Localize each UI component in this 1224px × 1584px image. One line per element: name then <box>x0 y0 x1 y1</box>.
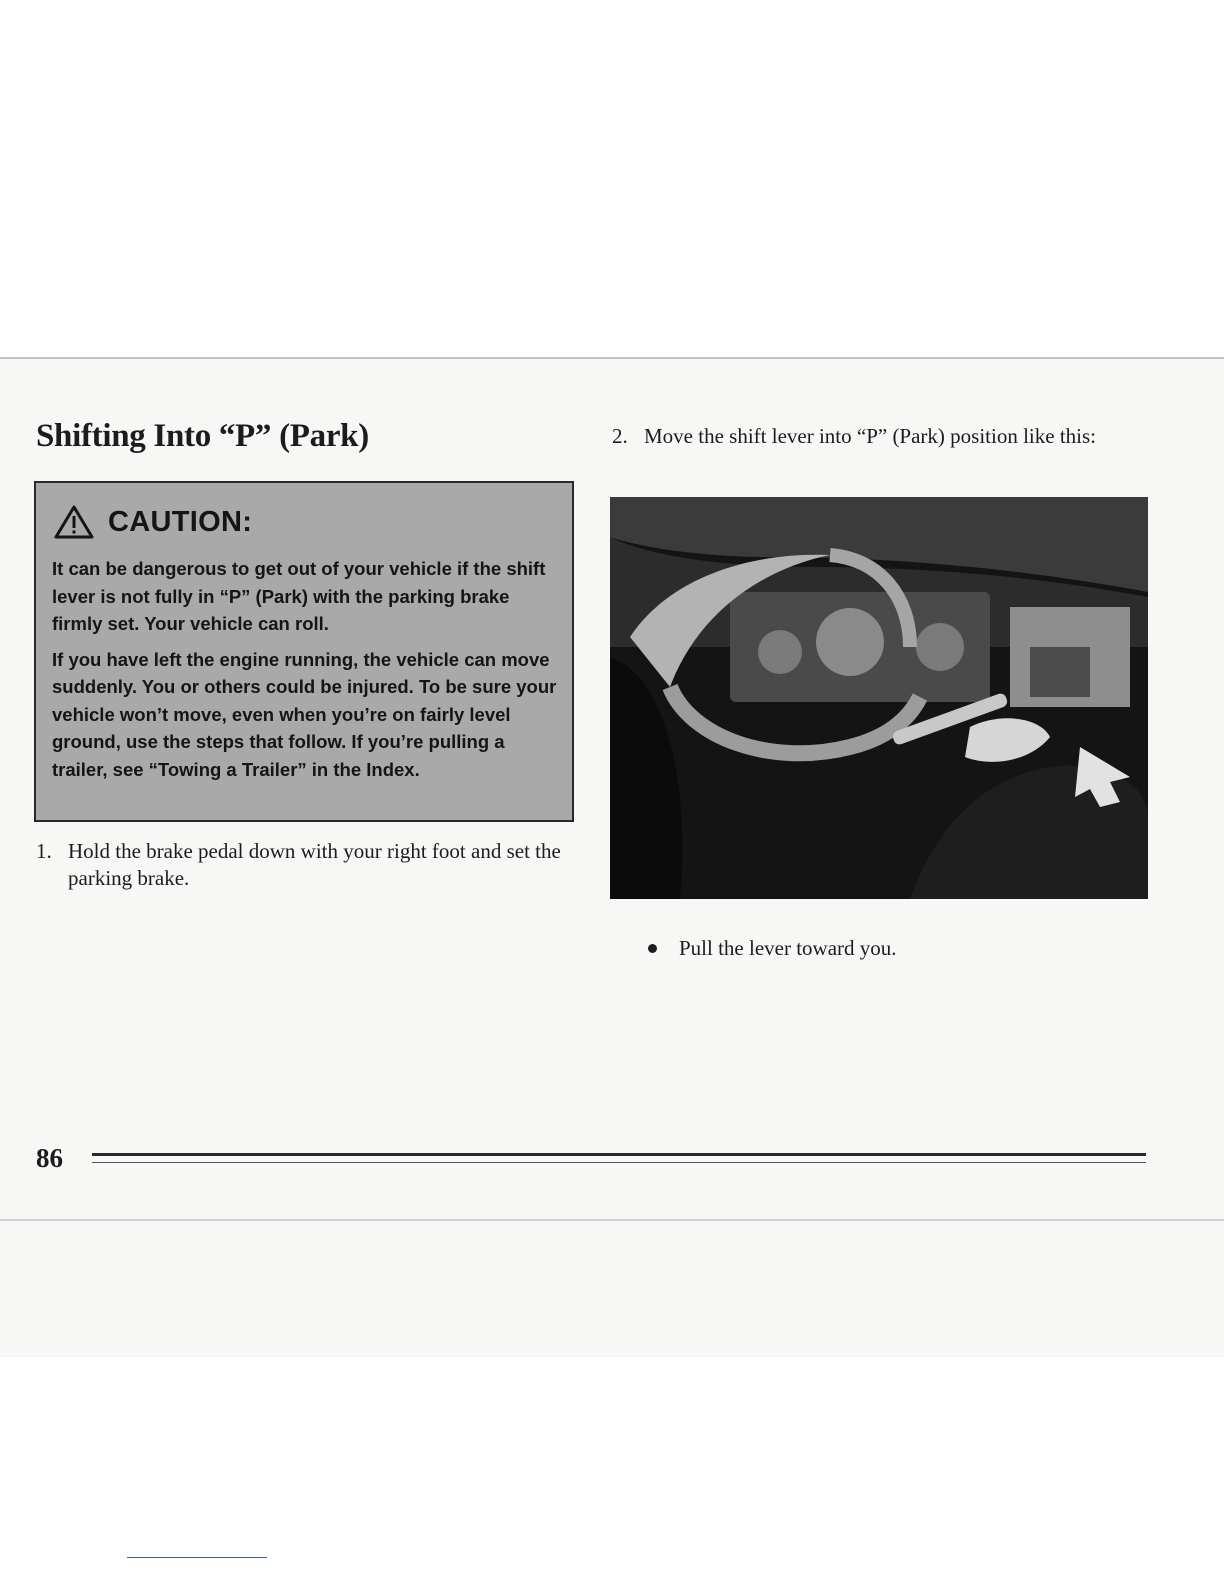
caution-box <box>34 481 574 822</box>
section-title: Shifting Into “P” (Park) <box>36 418 369 454</box>
step-1 <box>36 838 571 892</box>
shift-lever-photo <box>610 497 1148 899</box>
warning-triangle-icon <box>54 505 94 539</box>
step-text: Hold the brake pedal down with your right foot and set the parking brake. <box>68 839 561 890</box>
caution-text <box>52 555 557 791</box>
link-underline <box>127 1557 267 1558</box>
page-bottom-border <box>0 1219 1224 1221</box>
caution-paragraph: It can be dangerous to get out of your vehicle if the shift lever is not fully in “P” (Park) with the parking brake firmly set. Your vehicle can roll. <box>52 558 546 634</box>
page-top-border <box>0 357 1224 359</box>
caution-header <box>54 505 252 539</box>
caution-paragraph: If you have left the engine running, the vehicle can move suddenly. You or others could be injured. To be sure your vehicle won’t move, even when you’re on fairly level ground, use the steps that follow. If you’re pulling a trailer, see “Towing a Trailer” in the Index. <box>52 648 557 780</box>
bullet-item <box>648 936 897 961</box>
bullet-text: Pull the lever toward you. <box>679 936 897 960</box>
page-number: 86 <box>36 1143 63 1173</box>
bullet-dot-icon <box>648 944 657 953</box>
step-text: Move the shift lever into “P” (Park) position like this: <box>644 424 1097 448</box>
step-2 <box>612 423 1132 450</box>
footer-rule-thin <box>92 1162 1146 1163</box>
step-number: 1. <box>36 839 52 863</box>
footer-rule <box>92 1153 1146 1156</box>
caution-heading: CAUTION: <box>108 505 253 538</box>
step-number: 2. <box>612 424 628 448</box>
